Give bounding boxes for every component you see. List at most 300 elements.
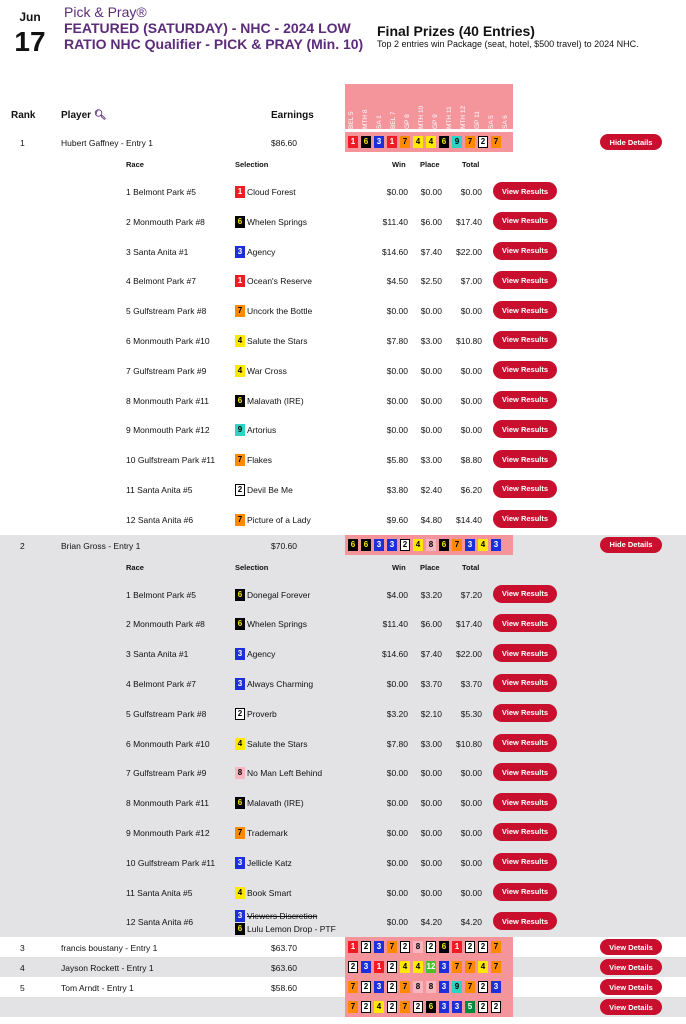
prizes-description: Top 2 entries win Package (seat, hotel, $500 travel) to 2024 NHC.: [377, 39, 639, 49]
leaderboard-entry: [0, 535, 686, 938]
win-amount: $0.00: [386, 798, 408, 809]
view-details-button[interactable]: View Details: [600, 979, 662, 995]
win-amount: $0.00: [386, 857, 408, 868]
total-amount: $0.00: [460, 365, 482, 376]
details-header-win: Win: [392, 562, 406, 572]
horse-name: No Man Left Behind: [247, 768, 323, 779]
saddle-cloth-number: 7: [465, 961, 475, 973]
saddle-cloth-number: 3: [374, 981, 384, 993]
selection-line: [235, 648, 275, 660]
race-code-label: MTH 11: [446, 106, 453, 129]
place-amount: $0.00: [420, 887, 442, 898]
view-results-button[interactable]: View Results: [493, 510, 557, 528]
selection: [235, 648, 275, 660]
details-header-total: Total: [462, 160, 480, 169]
race-name: 9 Monmouth Park #12: [126, 425, 210, 436]
saddle-cloth-number: 7: [465, 136, 475, 148]
saddle-cloth-number: 9: [235, 424, 245, 436]
race-result-row: [0, 907, 686, 937]
selection: [235, 887, 291, 899]
saddle-cloth-number: 3: [439, 1001, 449, 1013]
race-result-row: [0, 609, 686, 639]
saddle-cloth-number: 3: [439, 961, 449, 973]
saddle-cloth-number: 4: [235, 365, 245, 377]
leaderboard-entry: [0, 132, 686, 535]
total-amount: $3.70: [460, 678, 482, 689]
win-amount: $11.40: [382, 619, 408, 630]
entry-row: [0, 132, 686, 152]
race-result-row: [0, 505, 686, 535]
race-result-row: [0, 177, 686, 207]
hide-details-button[interactable]: Hide Details: [600, 134, 662, 150]
view-results-button[interactable]: View Results: [493, 853, 557, 871]
horse-name: Malavath (IRE): [247, 798, 304, 809]
win-amount: $0.00: [386, 425, 408, 436]
horse-name: Salute the Stars: [247, 335, 308, 346]
saddle-cloth-number: 1: [387, 136, 397, 148]
details-header-place: Place: [420, 562, 440, 572]
saddle-cloth-number: 7: [235, 305, 245, 317]
win-amount: $7.80: [386, 335, 408, 346]
saddle-cloth-number: 1: [374, 961, 384, 973]
win-amount: $4.00: [386, 589, 408, 600]
selection: [235, 454, 272, 466]
place-amount: $7.40: [420, 246, 442, 257]
contest-titles: [64, 4, 364, 52]
saddle-cloth-number: 7: [387, 941, 397, 953]
race-code-label: SA 1: [376, 115, 383, 129]
saddle-cloth-number: 4: [413, 136, 423, 148]
place-amount: $2.10: [420, 708, 442, 719]
saddle-cloth-number: 3: [491, 981, 501, 993]
saddle-cloth-number: 3: [374, 136, 384, 148]
race-name: 11 Santa Anita #5: [126, 887, 193, 898]
horse-name: Book Smart: [247, 887, 292, 898]
view-results-button[interactable]: View Results: [493, 420, 557, 438]
race-result-row: [0, 207, 686, 237]
entry-picks: [345, 997, 513, 1017]
win-amount: $0.00: [386, 678, 408, 689]
total-amount: $7.00: [460, 276, 482, 287]
entry-earnings: $63.60: [271, 963, 297, 974]
horse-name: Proverb: [247, 708, 277, 719]
race-result-row: [0, 848, 686, 878]
leaderboard-entry: [0, 957, 686, 977]
saddle-cloth-number: 9: [452, 981, 462, 993]
entry-earnings: $86.60: [271, 138, 297, 148]
saddle-cloth-number: 3: [491, 539, 501, 551]
saddle-cloth-number: 2: [235, 484, 245, 496]
saddle-cloth-number: 1: [235, 275, 245, 287]
place-amount: $0.00: [420, 187, 442, 197]
place-amount: $7.40: [420, 649, 442, 660]
race-name: 9 Monmouth Park #12: [126, 827, 210, 838]
earnings-column-header: Earnings: [271, 110, 314, 121]
selection: [235, 365, 287, 377]
total-amount: $22.00: [456, 246, 482, 257]
horse-name: Devil Be Me: [247, 484, 293, 495]
saddle-cloth-number: 3: [235, 857, 245, 869]
saddle-cloth-number: 3: [465, 539, 475, 551]
saddle-cloth-number: 12: [426, 962, 436, 972]
saddle-cloth-number: 2: [387, 961, 397, 973]
saddle-cloth-number: 6: [426, 1001, 436, 1013]
horse-name: Uncork the Bottle: [247, 306, 313, 317]
race-name: 10 Gulfstream Park #11: [126, 455, 216, 466]
selection: [235, 514, 311, 526]
race-name: 3 Santa Anita #1: [126, 246, 189, 257]
selection-line: [235, 514, 311, 526]
view-details-button[interactable]: View Details: [600, 999, 662, 1015]
saddle-cloth-number: 9: [452, 136, 462, 148]
saddle-cloth-number: 3: [439, 981, 449, 993]
player-column-header[interactable]: [61, 110, 107, 121]
view-results-button[interactable]: View Results: [493, 704, 557, 722]
saddle-cloth-number: 6: [439, 941, 449, 953]
player-name: francis boustany - Entry 1: [61, 943, 158, 954]
view-details-button[interactable]: View Details: [600, 939, 662, 955]
selection: [235, 484, 293, 496]
selection-line: [235, 827, 288, 839]
total-amount: $10.80: [456, 738, 482, 749]
place-amount: $3.00: [420, 335, 442, 346]
saddle-cloth-number: 4: [235, 887, 245, 899]
saddle-cloth-number: 8: [413, 981, 423, 993]
saddle-cloth-number: 4: [374, 1001, 384, 1013]
leaderboard-entry: [0, 977, 686, 997]
race-name: 12 Santa Anita #6: [126, 917, 194, 928]
horse-name: Trademark: [247, 827, 288, 838]
view-results-button[interactable]: View Results: [493, 242, 557, 260]
horse-name: Salute the Stars: [247, 738, 308, 749]
selection: [235, 708, 277, 720]
view-results-button[interactable]: View Results: [493, 450, 557, 468]
entry-rank: 3: [20, 943, 25, 954]
race-name: 4 Belmont Park #7: [126, 276, 196, 287]
search-icon[interactable]: 🔍︎: [94, 110, 107, 121]
entry-row: [0, 997, 686, 1017]
selection-line: [235, 454, 272, 466]
place-amount: $2.40: [420, 484, 442, 495]
view-results-button[interactable]: View Results: [493, 361, 557, 379]
total-amount: $10.80: [456, 335, 482, 346]
race-code-label: GP 9: [432, 114, 439, 129]
place-amount: $3.00: [420, 738, 442, 749]
saddle-cloth-number: 2: [413, 1001, 423, 1013]
race-code-label: MTH 12: [460, 105, 467, 129]
selection-line: [235, 395, 304, 407]
contest-header: [0, 0, 686, 129]
horse-name: Flakes: [247, 455, 273, 466]
selection-line: [235, 246, 275, 258]
race-result-row: [0, 788, 686, 818]
player-name: Hubert Gaffney - Entry 1: [61, 138, 153, 148]
race-result-row: [0, 415, 686, 445]
selection: [235, 827, 288, 839]
saddle-cloth-number: 3: [387, 539, 397, 551]
saddle-cloth-number: 6: [235, 923, 245, 935]
place-amount: $3.70: [420, 678, 442, 689]
selection-line: [235, 589, 310, 601]
horse-name: Ocean's Reserve: [247, 276, 312, 287]
view-results-button[interactable]: View Results: [493, 793, 557, 811]
place-amount: $2.50: [420, 276, 442, 287]
leaderboard-entry: [0, 997, 686, 1017]
details-header: [0, 555, 686, 580]
selection-line: [235, 618, 307, 630]
saddle-cloth-number: 1: [348, 941, 358, 953]
hide-details-button[interactable]: Hide Details: [600, 537, 662, 553]
total-amount: $0.00: [460, 768, 482, 779]
selection-line: [235, 910, 317, 922]
saddle-cloth-number: 8: [413, 941, 423, 953]
race-name: 8 Monmouth Park #11: [126, 395, 209, 406]
selection: [235, 678, 313, 690]
race-result-row: [0, 699, 686, 729]
selection-line: [235, 857, 292, 869]
player-name: Brian Gross - Entry 1: [61, 540, 141, 551]
horse-name: Malavath (IRE): [247, 395, 304, 406]
win-amount: $3.20: [386, 708, 408, 719]
saddle-cloth-number: 5: [465, 1001, 475, 1013]
race-result-row: [0, 818, 686, 848]
race-code-label: MTH 8: [362, 109, 369, 129]
win-amount: $0.00: [386, 887, 408, 898]
entry-picks: [345, 535, 513, 555]
date-month: Jun: [19, 10, 41, 24]
saddle-cloth-number: 2: [478, 1001, 488, 1013]
view-results-button[interactable]: View Results: [493, 614, 557, 632]
total-amount: $0.00: [460, 187, 482, 197]
race-result-row: [0, 729, 686, 759]
place-amount: $4.20: [420, 917, 442, 928]
saddle-cloth-number: 6: [348, 539, 358, 551]
prizes-panel: [377, 23, 682, 50]
saddle-cloth-number: 2: [387, 981, 397, 993]
race-name: 2 Monmouth Park #8: [126, 619, 205, 630]
race-result-row: [0, 639, 686, 669]
race-result-row: [0, 475, 686, 505]
saddle-cloth-number: 7: [348, 981, 358, 993]
saddle-cloth-number: 8: [235, 767, 245, 779]
details-header-selection: Selection: [235, 160, 269, 169]
saddle-cloth-number: 3: [452, 1001, 462, 1013]
details-header-place: Place: [420, 160, 440, 169]
total-amount: $0.00: [460, 395, 482, 406]
race-name: 6 Monmouth Park #10: [126, 335, 210, 346]
saddle-cloth-number: 7: [400, 981, 410, 993]
win-amount: $0.00: [386, 917, 408, 928]
saddle-cloth-number: 6: [439, 136, 449, 148]
selection-line: [235, 678, 313, 690]
saddle-cloth-number: 8: [426, 981, 436, 993]
horse-name: Jellicle Katz: [247, 857, 292, 868]
saddle-cloth-number: 1: [235, 186, 245, 198]
race-result-row: [0, 326, 686, 356]
selection-line: [235, 186, 296, 198]
entry-rank: 2: [20, 540, 25, 551]
entry-row: [0, 937, 686, 957]
win-amount: $0.00: [386, 827, 408, 838]
saddle-cloth-number: 6: [235, 797, 245, 809]
horse-name: Picture of a Lady: [247, 514, 311, 525]
total-amount: $17.40: [456, 216, 482, 227]
selection-line: [235, 275, 312, 287]
place-amount: $3.00: [420, 455, 442, 466]
saddle-cloth-number: 7: [452, 961, 462, 973]
place-amount: $6.00: [420, 216, 442, 227]
saddle-cloth-number: 7: [491, 941, 501, 953]
view-results-button[interactable]: View Results: [493, 823, 557, 841]
entry-row: [0, 957, 686, 977]
view-results-button[interactable]: View Results: [493, 480, 557, 498]
saddle-cloth-number: 7: [348, 1001, 358, 1013]
view-results-button[interactable]: View Results: [493, 271, 557, 289]
view-results-button[interactable]: View Results: [493, 674, 557, 692]
view-results-button[interactable]: View Results: [493, 301, 557, 319]
race-name: 5 Gulfstream Park #8: [126, 708, 207, 719]
saddle-cloth-number: 1: [348, 136, 358, 148]
saddle-cloth-number: 2: [478, 941, 488, 953]
selection: [235, 246, 275, 258]
selection: [235, 589, 310, 601]
place-amount: $0.00: [420, 395, 442, 406]
date-day: 17: [14, 26, 46, 57]
saddle-cloth-number: 4: [413, 539, 423, 551]
contest-date: [10, 10, 50, 58]
selection: [235, 216, 307, 228]
view-results-button[interactable]: View Results: [493, 331, 557, 349]
selection: [235, 424, 276, 436]
race-name: 1 Belmont Park #5: [126, 589, 196, 600]
saddle-cloth-number: 6: [235, 589, 245, 601]
selection-line: [235, 365, 287, 377]
selection: [235, 797, 304, 809]
player-name: Jayson Rockett - Entry 1: [61, 963, 154, 974]
selection: [235, 275, 312, 287]
saddle-cloth-number: 3: [361, 961, 371, 973]
selection-line: [235, 484, 293, 496]
saddle-cloth-number: 4: [478, 539, 488, 551]
view-results-button[interactable]: View Results: [493, 912, 557, 930]
player-column-label: Player: [61, 110, 92, 121]
saddle-cloth-number: 3: [235, 678, 245, 690]
race-name: 11 Santa Anita #5: [126, 484, 193, 495]
place-amount: $0.00: [420, 798, 442, 809]
saddle-cloth-number: 4: [413, 961, 423, 973]
race-name: 10 Gulfstream Park #11: [126, 857, 216, 868]
saddle-cloth-number: 3: [235, 648, 245, 660]
selection-line: [235, 797, 304, 809]
place-amount: $6.00: [420, 619, 442, 630]
win-amount: $3.80: [386, 484, 408, 495]
saddle-cloth-number: 3: [235, 246, 245, 258]
saddle-cloth-number: 7: [235, 454, 245, 466]
race-name: 1 Belmont Park #5: [126, 187, 196, 197]
horse-name: Donegal Forever: [247, 589, 311, 600]
race-code-label: SA 6: [502, 115, 509, 129]
details-header-total: Total: [462, 562, 480, 572]
leaderboard: [0, 132, 686, 1017]
saddle-cloth-number: 2: [478, 981, 488, 993]
saddle-cloth-number: 2: [348, 961, 358, 973]
place-amount: $0.00: [420, 827, 442, 838]
view-results-button[interactable]: View Results: [493, 734, 557, 752]
prizes-title: Final Prizes (40 Entries): [377, 23, 535, 39]
race-name: 4 Belmont Park #7: [126, 678, 196, 689]
race-code-header: [345, 84, 513, 129]
view-results-button[interactable]: View Results: [493, 644, 557, 662]
selection-line: [235, 887, 291, 899]
place-amount: $4.80: [420, 514, 442, 525]
saddle-cloth-number: 7: [491, 136, 501, 148]
total-amount: $4.20: [460, 917, 482, 928]
place-amount: $0.00: [420, 768, 442, 779]
entry-rank: 1: [20, 138, 25, 148]
race-name: 8 Monmouth Park #11: [126, 798, 209, 809]
entry-picks: [345, 132, 513, 152]
race-result-row: [0, 669, 686, 699]
view-results-button[interactable]: View Results: [493, 763, 557, 781]
total-amount: $0.00: [460, 827, 482, 838]
place-amount: $0.00: [420, 857, 442, 868]
saddle-cloth-number: 8: [426, 539, 436, 551]
details-header: [0, 152, 686, 177]
entry-picks: [345, 957, 513, 977]
view-results-button[interactable]: View Results: [493, 883, 557, 901]
race-name: 12 Santa Anita #6: [126, 514, 194, 525]
total-amount: $0.00: [460, 857, 482, 868]
saddle-cloth-number: 7: [235, 514, 245, 526]
horse-name: Lulu Lemon Drop - PTF: [247, 924, 336, 935]
saddle-cloth-number: 2: [235, 708, 245, 720]
race-result-row: [0, 296, 686, 326]
selection: [235, 857, 292, 869]
selection: [235, 910, 336, 935]
saddle-cloth-number: 2: [426, 941, 436, 953]
race-result-row: [0, 580, 686, 610]
win-amount: $0.00: [386, 768, 408, 779]
saddle-cloth-number: 2: [478, 136, 488, 148]
details-header-race: Race: [126, 160, 144, 169]
saddle-cloth-number: 7: [491, 961, 501, 973]
race-result-row: [0, 356, 686, 386]
saddle-cloth-number: 3: [374, 941, 384, 953]
race-code-label: BEL 7: [390, 111, 397, 129]
saddle-cloth-number: 4: [478, 961, 488, 973]
view-results-button[interactable]: View Results: [493, 182, 557, 200]
total-amount: $0.00: [460, 798, 482, 809]
saddle-cloth-number: 2: [400, 539, 410, 551]
selection-line: [235, 305, 312, 317]
view-results-button[interactable]: View Results: [493, 391, 557, 409]
selection-line: [235, 923, 336, 935]
saddle-cloth-number: 6: [439, 539, 449, 551]
horse-name: Whelen Springs: [247, 619, 308, 630]
horse-name: Agency: [247, 649, 276, 660]
place-amount: $0.00: [420, 365, 442, 376]
win-amount: $0.00: [386, 365, 408, 376]
horse-name: Cloud Forest: [247, 187, 296, 197]
saddle-cloth-number: 3: [374, 539, 384, 551]
view-details-button[interactable]: View Details: [600, 959, 662, 975]
saddle-cloth-number: 7: [452, 539, 462, 551]
race-result-row: [0, 878, 686, 908]
view-results-button[interactable]: View Results: [493, 585, 557, 603]
entry-earnings: $58.60: [271, 983, 297, 994]
total-amount: $17.40: [456, 619, 482, 630]
view-results-button[interactable]: View Results: [493, 212, 557, 230]
